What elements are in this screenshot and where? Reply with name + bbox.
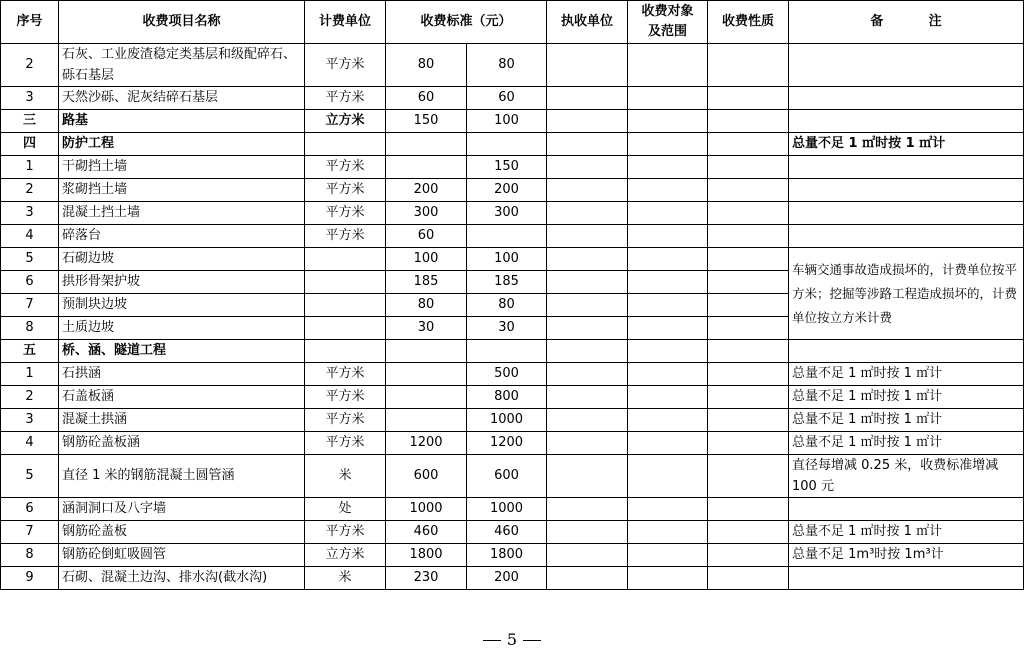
- cell-unit: 立方米: [305, 544, 386, 567]
- cell-collector: [547, 386, 628, 409]
- cell-seq: 1: [1, 363, 59, 386]
- cell-remark: 总量不足 1 ㎡时按 1 ㎡计: [789, 386, 1024, 409]
- header-target-line1: 收费对象: [641, 4, 694, 19]
- cell-name: 路基: [59, 110, 305, 133]
- cell-nature: [708, 156, 789, 179]
- cell-remark: [789, 498, 1024, 521]
- cell-std1: 100: [386, 248, 467, 271]
- cell-nature: [708, 340, 789, 363]
- cell-seq: 三: [1, 110, 59, 133]
- cell-name: 防护工程: [59, 133, 305, 156]
- cell-std2: 200: [467, 179, 547, 202]
- cell-collector: [547, 498, 628, 521]
- cell-target: [628, 386, 708, 409]
- cell-target: [628, 44, 708, 87]
- cell-name: 钢筋砼盖板: [59, 521, 305, 544]
- cell-name: 石砌边坡: [59, 248, 305, 271]
- cell-target: [628, 498, 708, 521]
- cell-std1: 185: [386, 271, 467, 294]
- table-row: [1, 386, 1024, 409]
- page-number: 5: [506, 630, 518, 649]
- cell-nature: [708, 544, 789, 567]
- cell-std2: 200: [467, 567, 547, 590]
- cell-unit: 平方米: [305, 432, 386, 455]
- cell-name: 混凝土拱涵: [59, 409, 305, 432]
- cell-std2: 80: [467, 294, 547, 317]
- cell-nature: [708, 498, 789, 521]
- cell-unit: [305, 133, 386, 156]
- cell-unit: 平方米: [305, 363, 386, 386]
- cell-nature: [708, 271, 789, 294]
- cell-std2: [467, 225, 547, 248]
- cell-name: 石盖板涵: [59, 386, 305, 409]
- cell-remark: 总量不足 1 ㎡时按 1 ㎡计: [789, 133, 1024, 156]
- cell-target: [628, 340, 708, 363]
- table-row: [1, 363, 1024, 386]
- cell-std1: 200: [386, 179, 467, 202]
- cell-remark: [789, 225, 1024, 248]
- cell-std1: 1800: [386, 544, 467, 567]
- cell-std1: 80: [386, 44, 467, 87]
- table-row: [1, 202, 1024, 225]
- cell-std1: [386, 340, 467, 363]
- table-row: [1, 44, 1024, 87]
- cell-collector: [547, 156, 628, 179]
- table-row: [1, 225, 1024, 248]
- cell-collector: [547, 363, 628, 386]
- cell-name: 土质边坡: [59, 317, 305, 340]
- cell-name: 桥、涵、隧道工程: [59, 340, 305, 363]
- cell-std2: 1000: [467, 498, 547, 521]
- cell-std2: 30: [467, 317, 547, 340]
- header-seq: 序号: [1, 1, 59, 44]
- cell-target: [628, 294, 708, 317]
- cell-std1: [386, 386, 467, 409]
- cell-unit: 平方米: [305, 225, 386, 248]
- cell-unit: 平方米: [305, 521, 386, 544]
- cell-std1: [386, 363, 467, 386]
- cell-std1: 30: [386, 317, 467, 340]
- cell-std1: 1200: [386, 432, 467, 455]
- cell-unit: 平方米: [305, 386, 386, 409]
- cell-unit: 立方米: [305, 110, 386, 133]
- cell-target: [628, 110, 708, 133]
- cell-target: [628, 202, 708, 225]
- cell-collector: [547, 317, 628, 340]
- table-row: [1, 544, 1024, 567]
- table-row: [1, 498, 1024, 521]
- cell-seq: 8: [1, 317, 59, 340]
- cell-std2: 150: [467, 156, 547, 179]
- cell-std2: 600: [467, 455, 547, 498]
- cell-seq: 五: [1, 340, 59, 363]
- table-row: [1, 179, 1024, 202]
- cell-std1: [386, 156, 467, 179]
- cell-unit: [305, 294, 386, 317]
- cell-unit: 米: [305, 455, 386, 498]
- cell-std1: 300: [386, 202, 467, 225]
- cell-name: 天然沙砾、泥灰结碎石基层: [59, 87, 305, 110]
- cell-collector: [547, 432, 628, 455]
- cell-std1: 600: [386, 455, 467, 498]
- table-row: [1, 133, 1024, 156]
- table-row: [1, 340, 1024, 363]
- cell-std1: 60: [386, 225, 467, 248]
- footer-dash-right: [523, 640, 541, 641]
- cell-unit: 平方米: [305, 87, 386, 110]
- cell-target: [628, 567, 708, 590]
- cell-std2: 80: [467, 44, 547, 87]
- cell-collector: [547, 567, 628, 590]
- header-target-line2: 及范围: [648, 24, 688, 39]
- table-row: [1, 409, 1024, 432]
- cell-remark: [789, 202, 1024, 225]
- cell-std1: [386, 133, 467, 156]
- cell-name: 拱形骨架护坡: [59, 271, 305, 294]
- cell-std2: 1200: [467, 432, 547, 455]
- table-row: [1, 455, 1024, 498]
- cell-remark-slope-merged: 车辆交通事故造成损坏的，计费单位按平方米；挖掘等涉路工程造成损坏的，计费单位按立方米计费: [789, 248, 1024, 340]
- cell-nature: [708, 363, 789, 386]
- cell-seq: 9: [1, 567, 59, 590]
- cell-nature: [708, 567, 789, 590]
- cell-collector: [547, 544, 628, 567]
- cell-nature: [708, 110, 789, 133]
- cell-nature: [708, 455, 789, 498]
- cell-collector: [547, 409, 628, 432]
- cell-std2: 800: [467, 386, 547, 409]
- cell-target: [628, 271, 708, 294]
- cell-nature: [708, 248, 789, 271]
- cell-seq: 6: [1, 271, 59, 294]
- header-item: 收费项目名称: [59, 1, 305, 44]
- cell-seq: 3: [1, 87, 59, 110]
- cell-collector: [547, 271, 628, 294]
- cell-nature: [708, 521, 789, 544]
- cell-std2: 460: [467, 521, 547, 544]
- cell-collector: [547, 179, 628, 202]
- header-unit: 计费单位: [305, 1, 386, 44]
- cell-unit: 平方米: [305, 44, 386, 87]
- cell-std1: 460: [386, 521, 467, 544]
- cell-std2: 100: [467, 248, 547, 271]
- cell-name: 干砌挡土墙: [59, 156, 305, 179]
- cell-remark: [789, 567, 1024, 590]
- cell-collector: [547, 202, 628, 225]
- cell-unit: 平方米: [305, 202, 386, 225]
- cell-remark: [789, 110, 1024, 133]
- cell-collector: [547, 248, 628, 271]
- cell-target: [628, 432, 708, 455]
- cell-nature: [708, 87, 789, 110]
- cell-std2: 1000: [467, 409, 547, 432]
- cell-unit: 处: [305, 498, 386, 521]
- cell-target: [628, 87, 708, 110]
- table-row: [1, 248, 1024, 271]
- cell-remark: [789, 179, 1024, 202]
- cell-remark: 直径每增减 0.25 米，收费标准增减 100 元: [789, 455, 1024, 498]
- cell-unit: [305, 340, 386, 363]
- header-collector: 执收单位: [547, 1, 628, 44]
- cell-seq: 3: [1, 409, 59, 432]
- cell-name: 石拱涵: [59, 363, 305, 386]
- cell-name: 涵洞洞口及八字墙: [59, 498, 305, 521]
- footer-dash-left: [483, 640, 501, 641]
- table-row: [1, 110, 1024, 133]
- cell-collector: [547, 110, 628, 133]
- cell-unit: 米: [305, 567, 386, 590]
- cell-nature: [708, 317, 789, 340]
- cell-nature: [708, 432, 789, 455]
- cell-collector: [547, 44, 628, 87]
- cell-remark: 总量不足 1 ㎡时按 1 ㎡计: [789, 432, 1024, 455]
- cell-std2: [467, 340, 547, 363]
- cell-target: [628, 225, 708, 248]
- cell-std1: 60: [386, 87, 467, 110]
- cell-name: 石砌、混凝土边沟、排水沟(截水沟): [59, 567, 305, 590]
- cell-name: 预制块边坡: [59, 294, 305, 317]
- cell-unit: 平方米: [305, 156, 386, 179]
- cell-std1: [386, 409, 467, 432]
- cell-name: 混凝土挡土墙: [59, 202, 305, 225]
- table-row: [1, 521, 1024, 544]
- cell-std2: 500: [467, 363, 547, 386]
- cell-nature: [708, 202, 789, 225]
- cell-unit: 平方米: [305, 409, 386, 432]
- table-row: [1, 567, 1024, 590]
- cell-target: [628, 455, 708, 498]
- cell-seq: 2: [1, 386, 59, 409]
- table-row: [1, 432, 1024, 455]
- cell-remark: [789, 340, 1024, 363]
- cell-target: [628, 409, 708, 432]
- cell-target: [628, 179, 708, 202]
- cell-remark: [789, 44, 1024, 87]
- cell-std2: 1800: [467, 544, 547, 567]
- cell-seq: 四: [1, 133, 59, 156]
- cell-std1: 230: [386, 567, 467, 590]
- cell-std1: 150: [386, 110, 467, 133]
- cell-collector: [547, 521, 628, 544]
- cell-unit: [305, 271, 386, 294]
- cell-name: 浆砌挡土墙: [59, 179, 305, 202]
- cell-unit: 平方米: [305, 179, 386, 202]
- cell-seq: 2: [1, 179, 59, 202]
- cell-std2: 60: [467, 87, 547, 110]
- cell-unit: [305, 317, 386, 340]
- cell-nature: [708, 44, 789, 87]
- cell-seq: 8: [1, 544, 59, 567]
- cell-seq: 5: [1, 455, 59, 498]
- cell-std1: 80: [386, 294, 467, 317]
- cell-collector: [547, 225, 628, 248]
- cell-remark: [789, 156, 1024, 179]
- header-nature: 收费性质: [708, 1, 789, 44]
- cell-collector: [547, 133, 628, 156]
- cell-seq: 6: [1, 498, 59, 521]
- cell-name: 直径 1 米的钢筋混凝土圆管涵: [59, 455, 305, 498]
- cell-seq: 7: [1, 294, 59, 317]
- cell-name: 石灰、工业废渣稳定类基层和级配碎石、砾石基层: [59, 44, 305, 87]
- cell-nature: [708, 409, 789, 432]
- table-header-row: [1, 1, 1024, 44]
- cell-target: [628, 156, 708, 179]
- cell-collector: [547, 340, 628, 363]
- cell-nature: [708, 133, 789, 156]
- cell-target: [628, 544, 708, 567]
- cell-unit: [305, 248, 386, 271]
- cell-remark: 总量不足 1m³时按 1m³计: [789, 544, 1024, 567]
- cell-seq: 3: [1, 202, 59, 225]
- cell-remark: 总量不足 1 ㎡时按 1 ㎡计: [789, 409, 1024, 432]
- cell-nature: [708, 225, 789, 248]
- cell-nature: [708, 386, 789, 409]
- cell-target: [628, 521, 708, 544]
- cell-target: [628, 248, 708, 271]
- cell-seq: 4: [1, 432, 59, 455]
- cell-std2: 185: [467, 271, 547, 294]
- table-row: [1, 156, 1024, 179]
- cell-nature: [708, 294, 789, 317]
- cell-seq: 7: [1, 521, 59, 544]
- cell-target: [628, 317, 708, 340]
- cell-name: 钢筋砼盖板涵: [59, 432, 305, 455]
- cell-name: 碎落台: [59, 225, 305, 248]
- cell-std2: [467, 133, 547, 156]
- cell-nature: [708, 179, 789, 202]
- cell-collector: [547, 455, 628, 498]
- cell-remark: 总量不足 1 ㎡时按 1 ㎡计: [789, 521, 1024, 544]
- cell-seq: 2: [1, 44, 59, 87]
- cell-collector: [547, 87, 628, 110]
- header-remark: 备 注: [789, 1, 1024, 44]
- cell-remark: 总量不足 1 ㎡时按 1 ㎡计: [789, 363, 1024, 386]
- header-standard: 收费标准（元）: [386, 1, 547, 44]
- cell-remark: [789, 87, 1024, 110]
- cell-std2: 100: [467, 110, 547, 133]
- cell-name: 钢筋砼倒虹吸圆管: [59, 544, 305, 567]
- page-footer: [0, 630, 1024, 649]
- table-row: [1, 87, 1024, 110]
- cell-target: [628, 133, 708, 156]
- cell-seq: 1: [1, 156, 59, 179]
- cell-std2: 300: [467, 202, 547, 225]
- cell-std1: 1000: [386, 498, 467, 521]
- cell-collector: [547, 294, 628, 317]
- cell-seq: 4: [1, 225, 59, 248]
- cell-seq: 5: [1, 248, 59, 271]
- cell-target: [628, 363, 708, 386]
- header-target: [628, 1, 708, 44]
